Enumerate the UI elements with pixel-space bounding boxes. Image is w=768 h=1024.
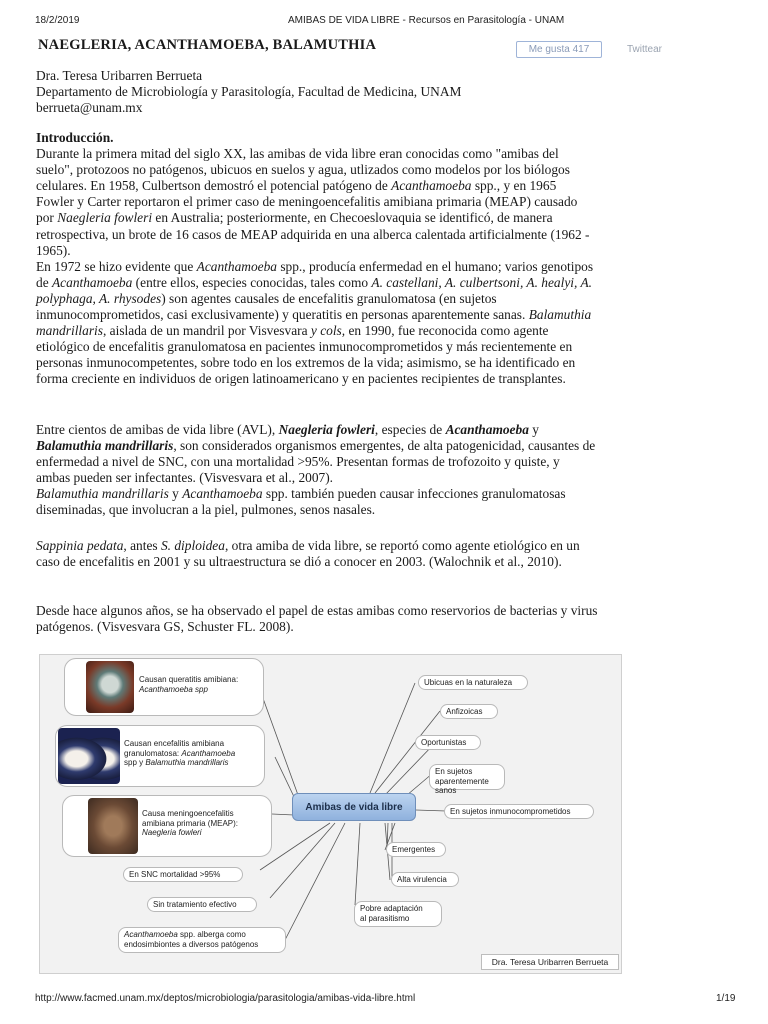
intro-paragraph-1: Durante la primera mitad del siglo XX, las amibas de vida libre eran conocidas como "amibas del suelo", protozoos no patógenos, ubicuos en suelos y agua, utlizados como modelos por los biólogos celulares. En 1958, Culbertson demostró el potencial patógeno de Acanthamoeba spp., y en 1965 Fowler y Carter reportaron el primer caso de meningoencefalitis amibiana primaria (MEAP) causado por Naegleria fowleri en Australia; posteriormente, en Checoeslovaquia se identificó, de manera retrospectiva, un brote de 16 casos de MEAP adquirida en una alberca calentada artificialmente (1962 - 1965). <box>36 146 590 258</box>
poor-adaptation-box: Pobre adaptación al parasitismo <box>354 901 442 927</box>
amphizoic-box: Anfizoicas <box>440 704 498 719</box>
meap-card-text: Causa meningoencefalitis amibiana primaria (MEAP): Naegleria fowleri <box>142 809 239 837</box>
no-treatment-box: Sin tratamiento efectivo <box>147 897 257 912</box>
avl-paragraph-1: Entre cientos de amibas de vida libre (AVL), Naegleria fowleri, especies de Acanthamoeba y Balamuthia mandrillaris, son considerados organismos emergentes, de alta patogenicidad, causantes de enfermedad a nivel de SNC, con una mortalidad >95%. Presentan formas de trofozoito y quiste, y ambas pueden ser infectantes. (Visvesvara et al., 2007). <box>36 422 596 486</box>
author-name: Dra. Teresa Uribarren Berrueta <box>36 68 203 83</box>
healthy-subjects-box: En sujetos aparentemente sanos <box>429 764 505 790</box>
page-number: 1/19 <box>716 993 736 1004</box>
ubiquitous-box: Ubicuas en la naturaleza <box>418 675 528 690</box>
concept-map-diagram <box>39 654 622 974</box>
tweet-link[interactable]: Twittear <box>627 44 663 55</box>
print-date: 18/2/2019 <box>35 15 80 26</box>
endosymbionts-box: Acanthamoeba spp. alberga como endosimbiontes a diversos patógenos <box>118 927 286 953</box>
author-block <box>36 68 461 116</box>
keratitis-card-text: Causan queratitis amibiana: Acanthamoeba spp <box>139 675 239 694</box>
page-title: NAEGLERIA, ACANTHAMOEBA, BALAMUTHIA <box>38 37 377 53</box>
emerging-box: Emergentes <box>386 842 446 857</box>
intro-paragraph-2: En 1972 se hizo evidente que Acanthamoeba spp., producía enfermedad en el humano; varios genotipos de Acanthamoeba (entre ellos, especies conocidas, tales como A. castellani, A. culbertsoni, A. healyi, A. polyphaga, A. rhysodes) son agentes causales de encefalitis granulomatosa (en sujetos inmunocomprometidos, casi exclusivamente) y queratitis en personas aparentemente sanas. Balamuthia mandrillaris, aislada de un mandril por Visvesvara y cols, en 1990, fue reconocida como agente etiológico de encefalitis granulomatosa en pacientes inmunocomprometidos y más recientemente en personas inmunocompetentes, sobre todo en los extremos de la vida; asimismo, se ha identificado en forma creciente en individuos de origen latinoamericano y en pacientes recipientes de transplantes. <box>36 258 594 387</box>
author-email[interactable]: berrueta@unam.mx <box>36 100 143 116</box>
avl-section <box>36 422 596 519</box>
immunocompromised-box: En sujetos inmunocomprometidos <box>444 804 594 819</box>
sappinia-paragraph: Sappinia pedata, antes S. diploidea, otra amiba de vida libre, se reportó como agente etiológico en un caso de encefalitis en 2001 y su ultraestructura se dió a conocer en 2003. (Walochnik et al., 2010). <box>36 538 580 570</box>
page-url: http://www.facmed.unam.mx/deptos/microbiologia/parasitologia/amibas-vida-libre.html <box>35 993 416 1004</box>
avl-paragraph-2: Balamuthia mandrillaris y Acanthamoeba spp. también pueden causar infecciones granulomatosas diseminadas, que involucran a la piel, pulmones, senos nasales. <box>36 486 566 518</box>
like-button[interactable]: Me gusta 417 <box>516 41 602 58</box>
intro-section <box>36 130 596 388</box>
author-department: Departamento de Microbiología y Parasitología, Facultad de Medicina, UNAM <box>36 84 462 100</box>
opportunistic-box: Oportunistas <box>415 735 481 750</box>
cns-mortality-box: En SNC mortalidad >95% <box>123 867 243 882</box>
diagram-credit: Dra. Teresa Uribarren Berrueta <box>481 954 619 970</box>
eye-photo <box>86 661 134 713</box>
high-virulence-box: Alta virulencia <box>391 872 459 887</box>
brain-photo <box>88 798 138 854</box>
intro-heading: Introducción. <box>36 130 114 145</box>
central-topic: Amibas de vida libre <box>292 793 416 821</box>
brain-section-photo <box>58 728 120 784</box>
print-page-title: AMIBAS DE VIDA LIBRE - Recursos en Parasitología - UNAM <box>288 15 565 26</box>
encephalitis-card-text: Causan encefalitis amibiana granulomatosa: Acanthamoeba spp y Balamuthia mandrillaris <box>124 739 236 767</box>
reservoirs-paragraph: Desde hace algunos años, se ha observado el papel de estas amibas como reservorios de bacterias y virus patógenos. (Visvesvara GS, Schuster FL. 2008). <box>36 603 598 635</box>
